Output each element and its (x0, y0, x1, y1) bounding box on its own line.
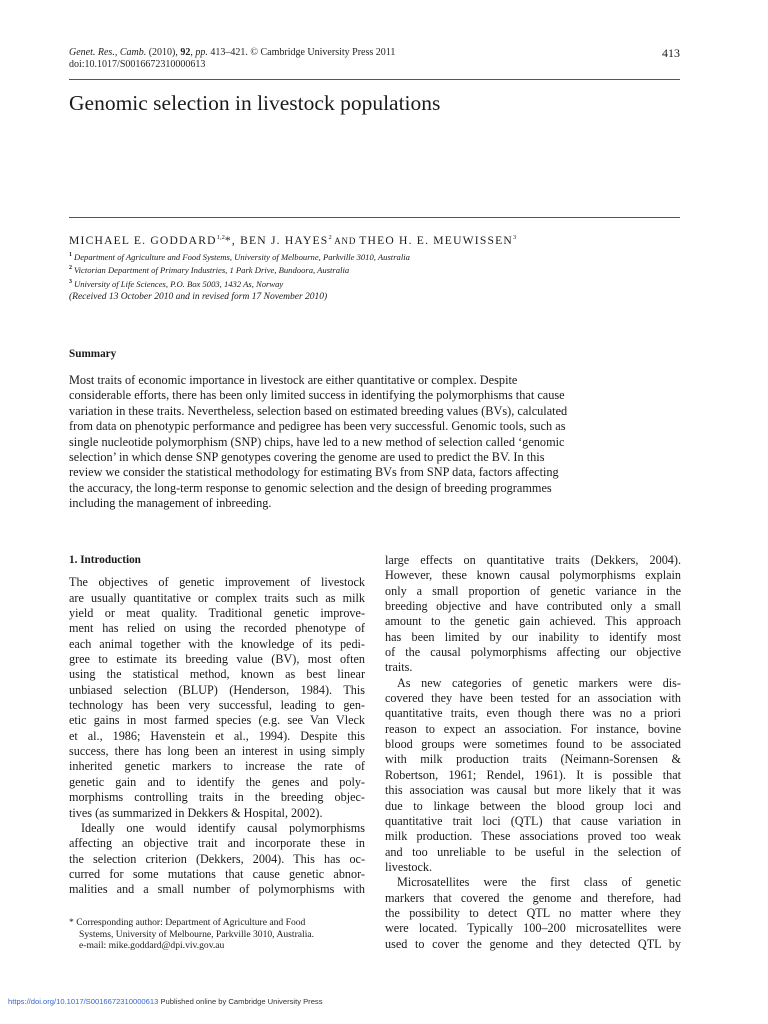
author-goddard: MICHAEL E. GODDARD (69, 234, 217, 247)
author-meuwissen: THEO H. E. MEUWISSEN (359, 234, 513, 247)
affiliations (69, 250, 410, 290)
received-dates: (Received 13 October 2010 and in revised form 17 November 2010) (69, 292, 328, 302)
author-list: MICHAEL E. GODDARD$^{1,2}$*, BEN J. HAYES$^2$ AND THEO H. E. MEUWISSEN$^3$ (69, 234, 517, 247)
introduction-paragraph-2: Ideally one would identify causal polymorphisms affecting an objective trait and incorporate these in the selection criterion (Dekkers, 2004). This has oc- curred for some mutations that cause genetic abnor- malities and a small number of polymorphisms with (69, 820, 365, 897)
publication-bar (8, 997, 323, 1006)
summary-abstract: Most traits of economic importance in livestock are either quantitative or complex. Despite considerable efforts, there has been only limited success in identifying the polymorphisms that cause variation in these traits. Nevertheless, selection based on estimated breeding values (BVs), calculated from data on phenotypic performance and pedigree has been very successful. Genomic tools, such as single nucleotide polymorphism (SNP) chips, have led to a new method of selection called ‘genomic selection’ in which dense SNP genotypes covering the genome are used to predict the BV. In this review we consider the statistical methodology for estimating BVs from SNP data, factors affecting the accuracy, the long-term response to genomic selection and the design of breeding programmes including the management of inbreeding. (69, 373, 568, 511)
journal-pages-copyright: 413–421. © Cambridge University Press 2011 (207, 47, 396, 58)
summary-heading: Summary (69, 348, 117, 360)
doi-link[interactable]: https://doi.org/10.1017/S0016672310000613 (8, 997, 159, 1006)
affiliation-3: $^3$ University of Life Sciences, P.O. Box 5003, 1432 As, Norway (69, 278, 284, 289)
left-column (69, 553, 365, 898)
affiliation-1: $^1$ Department of Agriculture and Food Systems, University of Melbourne, Parkville 3010, Australia (69, 251, 410, 262)
introduction-paragraph-2-continued: large effects on quantitative traits (Dekkers, 2004). However, these known causal polymorphisms explain only a small proportion of genetic variance in the breeding objective and have contributed only a small amount to the genetic gain achieved. This approach has been limited by our inability to identify most of the causal polymorphisms affecting our objective traits. (385, 553, 681, 675)
journal-year: (2010), (146, 47, 181, 58)
introduction-paragraph-4: Microsatellites were the first class of genetic markers that covered the genome and therefore, had the possibility to detect QTL no matter where they were located. Typically 100–200 microsatellites were used to cover the genome and they detected QTL by (385, 875, 681, 951)
corresponding-author-footnote: * Corresponding author: Department of Agriculture and Food Systems, University of Melbourne, Parkville 3010, Australia. e-mail: mike.goddard@dpi.viv.gov.au (69, 917, 315, 951)
header-rule (69, 79, 680, 80)
title-rule (69, 217, 680, 218)
published-online-text: Published online by Cambridge University Press (158, 997, 323, 1006)
journal-name: Genet. Res., Camb. (69, 47, 147, 58)
introduction-paragraph-3: As new categories of genetic markers were dis- covered they have been tested for an association with quantitative traits, even though there was no a priori reason to expect an association. For instance, bovine blood groups were sometimes found to be associated with milk production traits (Neimann-Sorensen & Robertson, 1961; Rendel, 1961). It is possible that this association was causal but more likely that it was due to linkage between the blood group loci and quantitative trait loci (QTL) that cause variation in milk production. These associations proved too weak and too unreliable to be useful in the selection of livestock. (385, 675, 681, 874)
article-title: Genomic selection in livestock populations (69, 91, 441, 115)
introduction-paragraph-1: The objectives of genetic improvement of livestock are usually quantitative or complex traits such as milk yield or meat quality. Traditional genetic improve- ment has relied on using the recorded phenotype of each animal together with the knowledge of its pedi- gree to estimate its breeding value (BV), most often using the statistical method, known as best linear unbiased selection (BLUP) (Henderson, 1984). This technology has been very successful, leading to gen- etic gains in most farmed species (e.g. see Van Vleck et al., 1986; Havenstein et al., 1994). Despite this success, there has long been an interest in using simply inherited genetic markers to increase the rate of genetic gain and to identify the genes and poly- morphisms controlling traits in the breeding objec- tives (as summarized in Dekkers & Hospital, 2002). (69, 575, 365, 820)
journal-doi: doi:10.1017/S0016672310000613 (69, 59, 206, 70)
journal-volume: 92 (180, 47, 191, 58)
section-heading-introduction: 1. Introduction (69, 554, 141, 566)
author-hayes: BEN J. HAYES (240, 234, 329, 247)
affiliation-2: $^2$ Victorian Department of Primary Industries, 1 Park Drive, Bundoora, Australia (69, 265, 350, 276)
page-number: 413 (662, 46, 680, 60)
right-column (385, 553, 681, 952)
journal-reference: Genet. Res., Camb. (2010), 92, pp. 413–421. © Cambridge University Press 2011 doi:10.1017/S0016672310000613 (69, 47, 396, 70)
